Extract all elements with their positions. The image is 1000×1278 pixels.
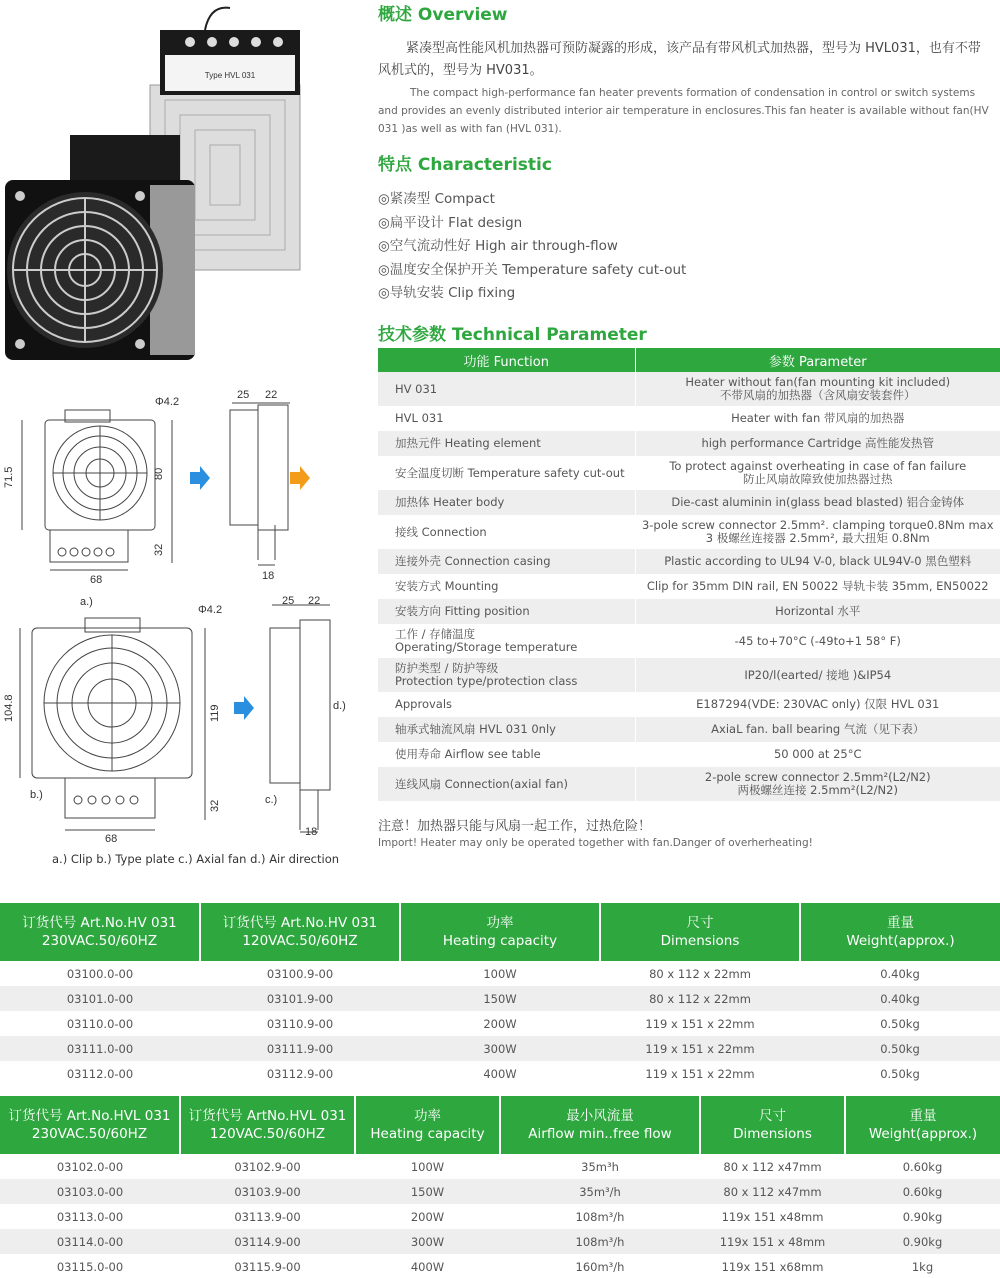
table-cell: 03103.0-00 [0, 1179, 180, 1204]
table-cell: 03101.9-00 [200, 986, 400, 1011]
parameter-line: AxiaL fan. ball bearing 气流（见下表） [711, 722, 925, 736]
function-line: 加热体 Heater body [395, 495, 505, 509]
parameter-line: 防止风扇故障致使加热器过热 [743, 472, 893, 486]
table-cell: 0.50kg [880, 1016, 920, 1031]
parameter-line: E187294(VDE: 230VAC only) 仅限 HVL 031 [696, 697, 940, 711]
table-row [378, 406, 1000, 431]
function-line: 接线 Connection [395, 524, 487, 539]
function-cell [378, 549, 635, 574]
parameter-cell [635, 742, 1000, 767]
product-photo [0, 0, 355, 370]
table-cell: 03103.9-00 [180, 1179, 355, 1204]
table-cell: 03100.0-00 [66, 966, 134, 981]
function-line: 使用寿命 Airflow see table [395, 747, 541, 761]
dim-22-bottom: 22 [308, 595, 321, 607]
label-b: b.) [30, 789, 43, 801]
table-row [0, 1179, 1000, 1204]
header-line: 功率 [414, 1108, 441, 1124]
characteristic-title: 特点 Characteristic [378, 155, 552, 175]
table-cell: 150W [400, 986, 600, 1011]
function-cell [378, 599, 635, 624]
table-cell: 0.40kg [880, 966, 920, 981]
table-cell: 100W [410, 1159, 445, 1174]
function-line: HVL 031 [395, 411, 444, 425]
function-cell [378, 490, 635, 515]
overview-text-en: The compact high-performance fan heater prevents formation of condensation in control or switch systems and provides an evenly distributed interior air temperature in enclosures.This fan heater is available without fan(HV 031 )as well as with fan (HVL 031). [378, 87, 989, 135]
overview-text-cn: 紧凑型高性能风机加热器可预防凝露的形成，该产品有带风机式加热器，型号为 HVL031，也有不带风机式的，型号为 HV031。 [378, 41, 981, 78]
table-row [378, 431, 1000, 456]
table-cell: 03102.9-00 [234, 1159, 301, 1174]
column-header [800, 903, 1000, 961]
parameter-cell [635, 717, 1000, 742]
table-cell: 03115.9-00 [234, 1259, 301, 1274]
table-cell: 0.50kg [880, 1066, 920, 1081]
parameter-cell [635, 549, 1000, 574]
column-header [400, 903, 600, 961]
parameter-cell [635, 624, 1000, 658]
parameter-cell [635, 372, 1000, 406]
technical-drawing [0, 385, 360, 875]
table-row [378, 767, 1000, 801]
function-line: 加热元件 Heating element [395, 436, 541, 450]
table-cell: 119 x 151 x 22mm [600, 1036, 800, 1061]
dim-25-top: 25 [237, 389, 250, 401]
function-cell [378, 515, 635, 549]
table-row [0, 1229, 1000, 1254]
parameter-line: 3-pole screw connector 2.5mm². clamping torque0.8Nm max [641, 518, 994, 532]
table-row [0, 1254, 1000, 1278]
table-cell: 0.50kg [800, 1036, 1000, 1061]
column-header [600, 903, 800, 961]
header-line: Heating capacity [442, 933, 558, 949]
dim-32-top: 32 [153, 543, 165, 556]
warning-cn: 注意！加热器只能与风扇一起工作，过热危险！ [378, 819, 652, 834]
hvl-order-table [0, 1096, 1000, 1278]
table-cell: 1kg [911, 1259, 934, 1274]
label-d: d.) [333, 700, 346, 712]
table-cell: 100W [483, 966, 517, 981]
table-row [378, 515, 1000, 549]
function-cell [378, 372, 635, 406]
parameter-cell [635, 456, 1000, 490]
list-item: ◎扁平设计 Flat design [378, 214, 523, 231]
hv-order-table [0, 903, 1000, 1086]
table-cell: 119x 151 x48mm [721, 1209, 824, 1224]
table-cell: 108m³/h [575, 1209, 625, 1224]
header-line: 120VAC.50/60HZ [242, 933, 358, 949]
table-row [0, 986, 1000, 1011]
dim-68-top: 68 [90, 574, 103, 586]
table-row [378, 692, 1000, 717]
table-cell: 80 x 112 x47mm [700, 1179, 845, 1204]
header-line: 重量 [909, 1108, 937, 1124]
column-header [355, 1096, 500, 1154]
table-cell: 03110.0-00 [66, 1016, 134, 1031]
characteristic-list [378, 188, 686, 306]
label-a: a.) [80, 596, 93, 608]
parameter-line: Heater with fan 带风扇的加热器 [731, 411, 905, 425]
table-cell: 200W [410, 1209, 445, 1224]
parameter-cell [635, 767, 1000, 801]
function-line: 轴承式轴流风扇 HVL 031 0nly [395, 722, 556, 736]
table-cell: 0.40kg [800, 986, 1000, 1011]
function-line: Protection type/protection class [395, 674, 578, 688]
table-row [378, 717, 1000, 742]
header-line: 订货代号 Art.No.HV 031 [222, 915, 378, 931]
label-c: c.) [265, 794, 278, 806]
table-row [378, 624, 1000, 658]
parameter-cell [635, 406, 1000, 431]
table-cell: 119 x 151 x 22mm [645, 1066, 755, 1081]
header-line: 功率 [486, 915, 514, 931]
table-cell: 150W [355, 1179, 500, 1204]
parameter-line: Clip for 35mm DIN rail, EN 50022 导轨卡装 35mm, EN50022 [646, 579, 989, 593]
table-cell: 400W [410, 1259, 445, 1274]
header-line: 重量 [887, 915, 914, 931]
parameter-line: IP20/l(earted/ 接地 )&IP54 [744, 667, 892, 682]
list-item: ◎紧凑型 Compact [378, 191, 495, 207]
table-cell: 80 x 112 x47mm [723, 1159, 822, 1174]
parameter-line: 不带风扇的加热器（含风扇安装套件） [720, 388, 916, 402]
column-header [200, 903, 400, 961]
table-cell: 03113.0-00 [56, 1209, 124, 1224]
header-line: 订货代号 Art.No.HVL 031 [8, 1108, 171, 1124]
dim-715: 71.5 [3, 466, 15, 488]
table-cell: 03115.0-00 [56, 1259, 124, 1274]
table-row [0, 1061, 1000, 1086]
parameter-cell [635, 658, 1000, 692]
table-cell: 35m³/h [500, 1179, 700, 1204]
list-item: ◎空气流动性好 High air through-flow [378, 238, 618, 254]
function-cell [378, 431, 635, 456]
table-cell: 03114.9-00 [180, 1229, 355, 1254]
parameter-cell [635, 692, 1000, 717]
table-cell: 300W [355, 1229, 500, 1254]
function-line: 连接外壳 Connection casing [395, 554, 551, 568]
function-line: 工作 / 存储温度 [395, 627, 476, 641]
header-line: Dimensions [733, 1126, 812, 1142]
parameter-line: Horizontal 水平 [775, 604, 861, 618]
table-cell: 119x 151 x68mm [721, 1259, 824, 1274]
table-cell: 119x 151 x 48mm [700, 1229, 845, 1254]
parameter-cell [635, 599, 1000, 624]
function-line: 防护类型 / 防护等级 [395, 661, 499, 675]
function-line: Operating/Storage temperature [395, 640, 578, 654]
table-cell: 300W [400, 1036, 600, 1061]
table-row [0, 1036, 1000, 1061]
table-row [0, 1154, 1000, 1179]
function-cell [378, 742, 635, 767]
table-cell: 200W [483, 1016, 517, 1031]
table-row [378, 456, 1000, 490]
function-cell [378, 658, 635, 692]
parameter-cell [635, 490, 1000, 515]
table-row [378, 599, 1000, 624]
overview-title: 概述 Overview [378, 5, 508, 25]
function-line: 安装方式 Mounting [395, 579, 499, 593]
dim-22-top: 22 [265, 389, 278, 401]
table-cell: 400W [483, 1066, 517, 1081]
column-header [180, 1096, 355, 1154]
header-line: 尺寸 [686, 915, 714, 931]
table-row [378, 490, 1000, 515]
function-line: HV 031 [395, 381, 438, 396]
header-line: Heating capacity [370, 1126, 485, 1142]
header-line: Weight(approx.) [868, 1126, 978, 1142]
header-line: 120VAC.50/60HZ [209, 1126, 326, 1142]
table-cell: 03111.9-00 [200, 1036, 400, 1061]
technical-title: 技术参数 Technical Parameter [378, 325, 647, 345]
table-cell: 0.60kg [902, 1159, 943, 1174]
drawing-caption: a.) Clip b.) Type plate c.) Axial fan d.) Air direction [52, 852, 340, 866]
header-line: 订货代号 Art.No.HV 031 [22, 915, 177, 931]
table-cell: 35m³h [581, 1159, 619, 1174]
column-header [845, 1096, 1000, 1154]
column-header [700, 1096, 845, 1154]
dim-18-top: 18 [262, 570, 275, 582]
header-line: 尺寸 [759, 1108, 786, 1124]
dim-d42-bottom: Φ4.2 [198, 604, 223, 616]
parameter-line: high performance Cartridge 高性能发热管 [701, 436, 935, 450]
parameter-line: 2-pole screw connector 2.5mm²(L2/N2) [704, 770, 931, 784]
parameter-line: 两极螺丝连接 2.5mm²(L2/N2) [737, 783, 898, 797]
column-header [0, 1096, 180, 1154]
table-row [378, 372, 1000, 406]
header-function: 功能 Function [378, 348, 635, 372]
table-cell: 0.60kg [845, 1179, 1000, 1204]
table-cell: 0.90kg [845, 1229, 1000, 1254]
parameter-line: 3 极螺丝连接器 2.5mm², 最大扭矩 0.8Nm [705, 531, 930, 545]
dim-d42-top: Φ4.2 [155, 396, 180, 408]
table-cell: 80 x 112 x 22mm [600, 986, 800, 1011]
parameter-line: To protect against overheating in case of fan failure [669, 459, 967, 473]
table-cell: 03112.9-00 [266, 1066, 334, 1081]
dim-119: 119 [209, 704, 221, 722]
table-cell: 108m³/h [500, 1229, 700, 1254]
table-cell: 03112.0-00 [66, 1066, 134, 1081]
table-cell: 119 x 151 x 22mm [645, 1016, 755, 1031]
table-cell: 03113.9-00 [234, 1209, 301, 1224]
table-row [378, 574, 1000, 599]
parameter-line: -45 to+70°C (-49to+1 58° F) [734, 633, 901, 648]
parameter-cell [635, 515, 1000, 549]
table-cell: 03114.0-00 [0, 1229, 180, 1254]
function-cell [378, 406, 635, 431]
table-row [0, 1011, 1000, 1036]
table-cell: 03101.0-00 [0, 986, 200, 1011]
table-row [378, 658, 1000, 692]
dim-1048: 104.8 [3, 694, 15, 722]
function-cell [378, 456, 635, 490]
dim-80: 80 [153, 467, 165, 480]
warning-en: Import! Heater may only be operated together with fan.Danger of overherheating! [378, 837, 813, 849]
header-line: Weight(approx.) [846, 933, 955, 949]
table-row [0, 1204, 1000, 1229]
list-item: ◎导轨安装 Clip fixing [378, 285, 516, 301]
function-cell [378, 624, 635, 658]
function-line: 安装方向 Fitting position [395, 604, 530, 618]
table-row [0, 961, 1000, 986]
header-line: 230VAC.50/60HZ [31, 1126, 148, 1142]
header-line: 230VAC.50/60HZ [41, 933, 158, 949]
table-cell: 03102.0-00 [56, 1159, 124, 1174]
table-cell: 03100.9-00 [266, 966, 334, 981]
function-cell [378, 767, 635, 801]
dim-32-bottom: 32 [209, 799, 221, 812]
function-cell [378, 717, 635, 742]
parameter-cell [635, 431, 1000, 456]
parameter-line: 50 000 at 25°C [773, 747, 862, 761]
function-line: 安全温度切断 Temperature safety cut-out [395, 465, 625, 480]
header-line: 最小风流量 [566, 1108, 634, 1124]
table-row [378, 549, 1000, 574]
function-cell [378, 574, 635, 599]
dim-68-bottom: 68 [105, 833, 118, 845]
table-row [378, 742, 1000, 767]
parameter-cell [635, 574, 1000, 599]
header-line: Dimensions [660, 933, 740, 949]
table-cell: 03111.0-00 [0, 1036, 200, 1061]
column-header [0, 903, 200, 961]
table-cell: 0.90kg [902, 1209, 943, 1224]
parameter-line: Plastic according to UL94 V-0, black UL94V-0 黑色塑料 [664, 554, 972, 568]
table-cell: 160m³/h [575, 1259, 625, 1274]
photo-type-label: Type HVL 031 [204, 71, 256, 80]
function-line: 连线风扇 Connection(axial fan) [395, 776, 569, 791]
header-parameter: 参数 Parameter [635, 348, 1000, 372]
technical-table [378, 348, 1000, 801]
dim-25-bottom: 25 [282, 595, 295, 607]
table-cell: 03110.9-00 [266, 1016, 334, 1031]
header-line: Airflow min..free flow [528, 1126, 672, 1142]
header-line: 订货代号 ArtNo.HVL 031 [188, 1108, 347, 1124]
parameter-line: Heater without fan(fan mounting kit included) [685, 375, 951, 389]
dim-18-bottom: 18 [305, 826, 318, 838]
parameter-line: Die-cast aluminin in(glass bead blasted) 铝合金铸体 [671, 495, 965, 509]
function-line: Approvals [395, 697, 453, 711]
function-cell [378, 692, 635, 717]
list-item: ◎温度安全保护开关 Temperature safety cut-out [378, 261, 687, 278]
table-cell: 80 x 112 x 22mm [649, 966, 751, 981]
column-header [500, 1096, 700, 1154]
